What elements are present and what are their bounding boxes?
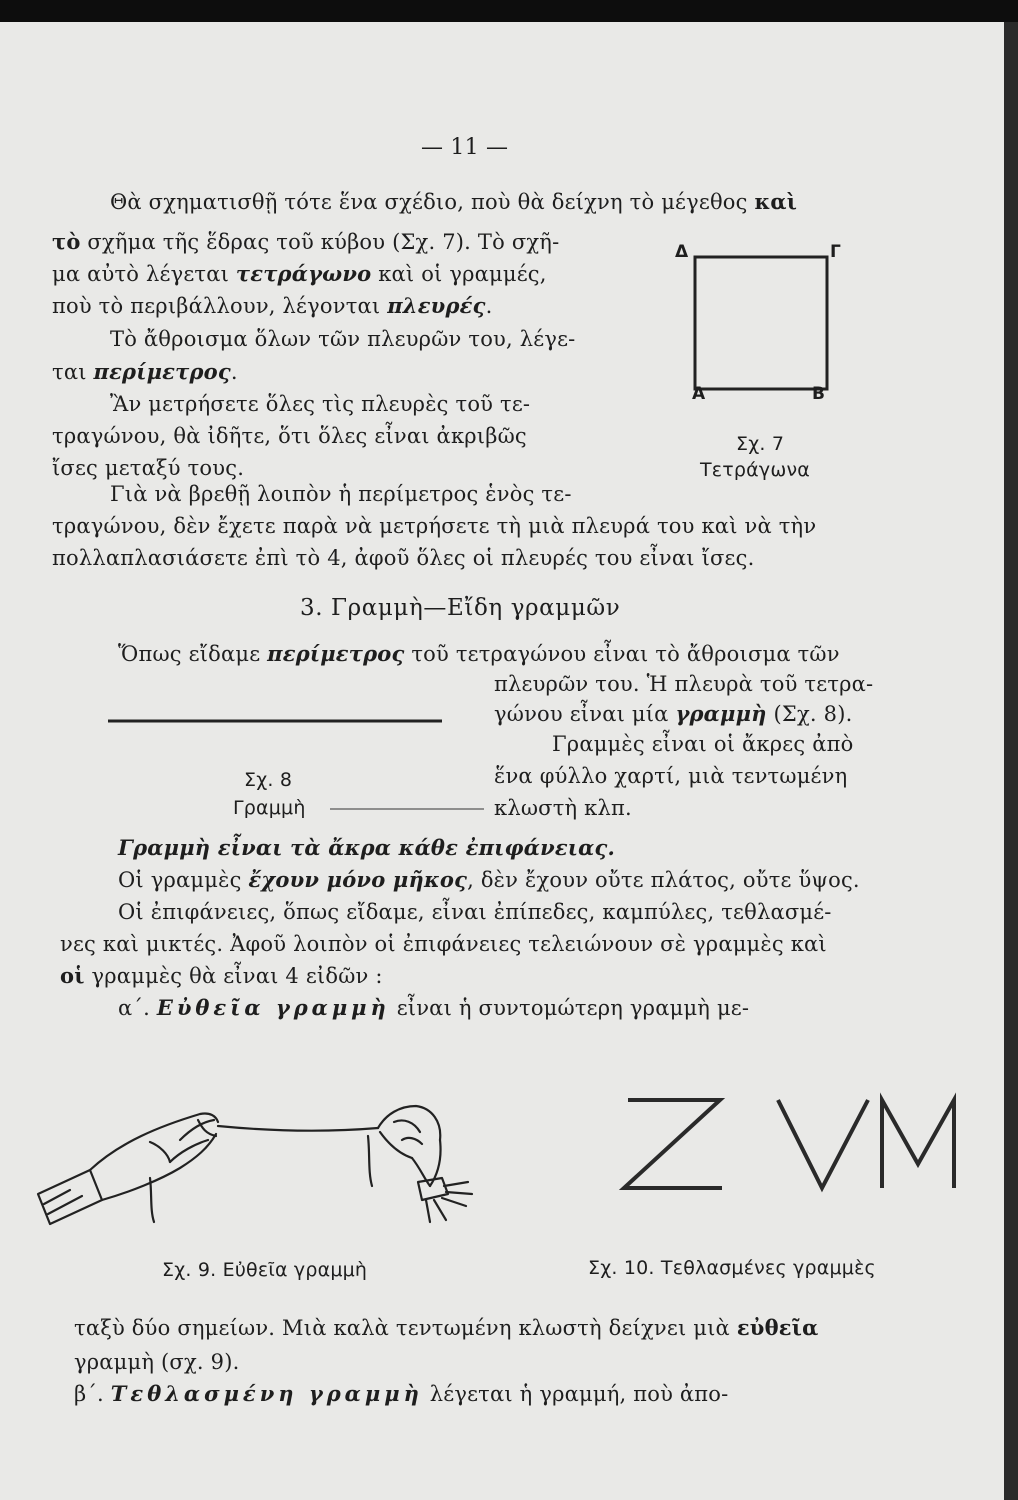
broken-lines-drawing: [610, 1090, 970, 1200]
text-line: πλευρῶν του. Ἡ πλευρὰ τοῦ τετρα-: [494, 672, 874, 696]
text-line: α΄. Εὐθεῖα γραμμὴ εἶναι ἡ συντομώτερη γραμμὴ με-: [118, 995, 750, 1020]
text-line: ταξὺ δύο σημείων. Μιὰ καλὰ τεντωμένη κλωστὴ δείχνει μιὰ εὐθεῖα: [74, 1315, 819, 1340]
figure-7-caption-number: Σχ. 7: [736, 433, 785, 455]
text-line: νες καὶ μικτές. Ἀφοῦ λοιπὸν οἱ ἐπιφάνειες τελειώνουν σὲ γραμμὲς καὶ: [60, 932, 827, 956]
straight-line-drawing: [100, 716, 450, 726]
m-shape: [882, 1100, 954, 1188]
hands-thread-illustration: [30, 1082, 490, 1262]
text-line: κλωστὴ κλπ.: [494, 796, 632, 820]
text-line: Θὰ σχηματισθῇ τότε ἕνα σχέδιο, ποὺ θὰ δείχνη τὸ μέγεθος καὶ: [110, 189, 798, 214]
vertex-label-b: Β: [812, 384, 825, 404]
vertex-label-a: Α: [692, 384, 706, 404]
text-line: Ὅπως εἴδαμε περίμετρος τοῦ τετραγώνου εἶναι τὸ ἄθροισμα τῶν: [118, 641, 840, 666]
square-shape: [695, 257, 827, 389]
figure-8-caption-text: Γραμμὴ: [233, 797, 306, 819]
z-shape: [624, 1100, 722, 1188]
text-line: ἴσες μεταξύ τους.: [52, 456, 245, 480]
text-line: γώνου εἶναι μία γραμμὴ (Σχ. 8).: [494, 701, 853, 726]
v-shape: [778, 1100, 868, 1188]
page-number: — 11 —: [421, 135, 509, 160]
text-line: μα αὐτὸ λέγεται τετράγωνο καὶ οἱ γραμμές,: [52, 261, 547, 286]
book-page: [0, 22, 1004, 1500]
vertex-label-d: Δ: [675, 242, 689, 262]
caption-dash: [328, 806, 488, 812]
text-line: ποὺ τὸ περιβάλλουν, λέγονται πλευρές.: [52, 293, 493, 318]
figure-8-caption-number: Σχ. 8: [244, 769, 293, 791]
section-title: 3. Γραμμὴ—Εἴδη γραμμῶν: [300, 595, 621, 621]
text-line: οἱ γραμμὲς θὰ εἶναι 4 εἰδῶν :: [60, 963, 383, 988]
text-line: τραγώνου, δὲν ἔχετε παρὰ νὰ μετρήσετε τὴ μιὰ πλευρά του καὶ νὰ τὴν: [52, 514, 817, 538]
text-line: Ἂν μετρήσετε ὅλες τὶς πλευρὲς τοῦ τε-: [110, 392, 531, 416]
text-line: Γραμμὲς εἶναι οἱ ἄκρες ἀπὸ: [552, 732, 854, 756]
figure-10-caption: Σχ. 10. Τεθλασμένες γραμμὲς: [588, 1257, 876, 1279]
text-line: ἕνα φύλλο χαρτί, μιὰ τεντωμένη: [494, 764, 848, 788]
text-line: γραμμὴ (σχ. 9).: [74, 1350, 240, 1374]
definition: Γραμμὴ εἶναι τὰ ἄκρα κάθε ἐπιφάνειας.: [118, 835, 616, 860]
scan-top-border: [0, 0, 1018, 22]
figure-7-caption-text: Τετράγωνα: [700, 459, 810, 481]
text-line: β΄. Τεθλασμένη γραμμὴ λέγεται ἡ γραμμή, ποὺ ἀπο-: [74, 1381, 729, 1406]
figure-9-caption: Σχ. 9. Εὐθεῖα γραμμὴ: [162, 1259, 368, 1281]
scan-right-border: [1004, 22, 1018, 1500]
text-line: τραγώνου, θὰ ἰδῆτε, ὅτι ὅλες εἶναι ἀκριβῶς: [52, 424, 527, 448]
text-line: Γιὰ νὰ βρεθῇ λοιπὸν ἡ περίμετρος ἑνὸς τε-: [110, 482, 572, 506]
vertex-label-g: Γ: [830, 242, 841, 262]
text-line: Οἱ γραμμὲς ἔχουν μόνο μῆκος, δὲν ἔχουν οὔτε πλάτος, οὔτε ὕψος.: [118, 867, 860, 892]
text-line: Τὸ ἄθροισμα ὅλων τῶν πλευρῶν του, λέγε-: [110, 327, 576, 351]
text-line: ται περίμετρος.: [52, 359, 238, 384]
text-line: Οἱ ἐπιφάνειες, ὅπως εἴδαμε, εἶναι ἐπίπεδες, καμπύλες, τεθλασμέ-: [118, 900, 832, 924]
text-line: πολλαπλασιάσετε ἐπὶ τὸ 4, ἀφοῦ ὅλες οἱ πλευρές του εἶναι ἴσες.: [52, 546, 755, 570]
text-line: τὸ σχῆμα τῆς ἕδρας τοῦ κύβου (Σχ. 7). Τὸ σχῆ-: [52, 229, 560, 254]
